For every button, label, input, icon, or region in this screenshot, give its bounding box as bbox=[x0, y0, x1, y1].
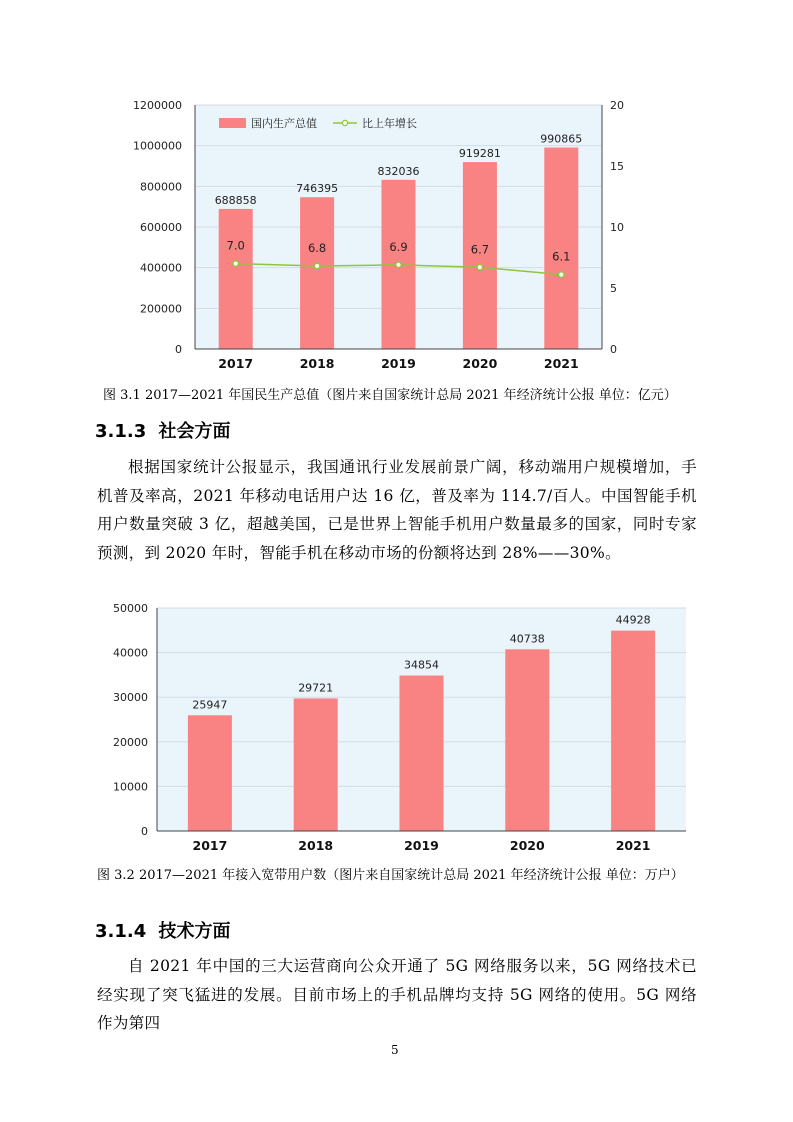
paragraph-social bbox=[97, 453, 697, 567]
x-tick-label: 2021 bbox=[543, 356, 579, 371]
x-tick-label: 2021 bbox=[615, 838, 651, 853]
bar-broadband bbox=[400, 676, 444, 831]
figure-3-2-caption: 图 3.2 2017—2021 年接入宽带用户数（图片来自国家统计总局 2021 年经济统计公报 单位：万户） bbox=[97, 868, 684, 883]
y2-tick-label: 15 bbox=[610, 160, 624, 173]
x-tick-label: 2020 bbox=[462, 356, 498, 371]
section-number: 3.1.3 bbox=[95, 421, 147, 442]
broadband-chart bbox=[0, 590, 793, 860]
bar-broadband bbox=[505, 649, 549, 831]
paragraph-text: 自 2021 年中国的三大运营商向公众开通了 5G 网络服务以来，5G 网络技术已经实现了突飞猛进的发展。目前市场上的手机品牌均支持 5G 网络的使用。5G 网络作为第四 bbox=[97, 957, 697, 1032]
growth-point bbox=[559, 272, 565, 278]
bar-data-label: 25947 bbox=[192, 698, 228, 712]
bar-data-label: 29721 bbox=[298, 681, 334, 695]
bar-data-label: 44928 bbox=[615, 613, 651, 627]
page-number: 5 bbox=[391, 1043, 399, 1057]
x-tick-label: 2017 bbox=[218, 356, 254, 371]
paragraph-technology bbox=[97, 952, 697, 1038]
y-tick-label: 800000 bbox=[140, 180, 182, 194]
bar-data-label: 688858 bbox=[214, 193, 257, 207]
x-tick-label: 2020 bbox=[509, 838, 545, 853]
y-tick-label: 1000000 bbox=[133, 139, 182, 153]
growth-data-label: 6.9 bbox=[389, 239, 408, 254]
growth-data-label: 6.7 bbox=[470, 242, 490, 257]
y-tick-label: 0 bbox=[175, 343, 182, 356]
legend-label-growth: 比上年增长 bbox=[362, 117, 417, 130]
section-heading-technology bbox=[95, 917, 231, 943]
y-tick-label: 200000 bbox=[140, 302, 182, 316]
legend-swatch-gdp bbox=[219, 118, 246, 128]
growth-point bbox=[396, 262, 402, 268]
y-tick-label: 1200000 bbox=[133, 99, 182, 112]
section-title: 社会方面 bbox=[158, 421, 231, 442]
y-tick-label: 600000 bbox=[140, 221, 182, 234]
growth-point bbox=[314, 263, 320, 269]
bar-data-label: 34854 bbox=[404, 658, 439, 672]
section-heading-social bbox=[95, 417, 231, 443]
y-tick-label: 10000 bbox=[113, 780, 148, 794]
y-tick-label: 50000 bbox=[113, 602, 148, 615]
y2-tick-label: 0 bbox=[610, 343, 617, 356]
section-number: 3.1.4 bbox=[95, 921, 147, 942]
y-tick-label: 0 bbox=[141, 825, 148, 838]
bar-data-label: 746395 bbox=[296, 182, 339, 196]
bar-gdp bbox=[219, 209, 253, 349]
y-tick-label: 20000 bbox=[113, 735, 148, 749]
y-tick-label: 400000 bbox=[140, 261, 182, 275]
figure-3-1-caption: 图 3.1 2017—2021 年国民生产总值（图片来自国家统计总局 2021 年经济统计公报 单位：亿元） bbox=[103, 388, 677, 403]
growth-point bbox=[233, 261, 239, 267]
x-tick-label: 2017 bbox=[192, 838, 228, 853]
x-tick-label: 2018 bbox=[298, 838, 334, 853]
bar-data-label: 919281 bbox=[458, 147, 501, 161]
bar-gdp bbox=[544, 148, 578, 349]
x-tick-label: 2019 bbox=[404, 838, 439, 853]
growth-data-label: 6.8 bbox=[307, 241, 327, 256]
paragraph-text: 根据国家统计公报显示，我国通讯行业发展前景广阔，移动端用户规模增加，手机普及率高，2021 年移动电话用户达 16 亿，普及率为 114.7/百人。中国智能手机用户数量突破 3 亿，超越美国，已是世界上智能手机用户数量最多的国家，同时专家预测，到 2020 年时，智能手机在移动市场的份额将达到 28%——30%。 bbox=[97, 458, 697, 562]
legend-label-gdp: 国内生产总值 bbox=[251, 117, 317, 130]
gdp-chart bbox=[0, 0, 793, 390]
bar-gdp bbox=[300, 197, 334, 349]
y2-tick-label: 10 bbox=[610, 221, 624, 234]
y2-tick-label: 20 bbox=[610, 99, 624, 112]
section-title: 技术方面 bbox=[158, 921, 231, 942]
bar-broadband bbox=[294, 698, 338, 831]
growth-data-label: 6.1 bbox=[552, 249, 571, 264]
bar-data-label: 40738 bbox=[509, 632, 545, 646]
growth-point bbox=[477, 264, 483, 270]
y2-tick-label: 5 bbox=[610, 282, 617, 295]
y-tick-label: 30000 bbox=[113, 691, 148, 705]
legend-marker-growth bbox=[342, 120, 347, 125]
bar-broadband bbox=[188, 715, 232, 831]
y-tick-label: 40000 bbox=[113, 646, 148, 660]
bar-data-label: 990865 bbox=[540, 132, 583, 146]
x-tick-label: 2018 bbox=[299, 356, 335, 371]
x-tick-label: 2019 bbox=[381, 356, 416, 371]
bar-data-label: 832036 bbox=[377, 164, 420, 178]
bar-broadband bbox=[611, 631, 655, 831]
growth-data-label: 7.0 bbox=[226, 238, 245, 253]
